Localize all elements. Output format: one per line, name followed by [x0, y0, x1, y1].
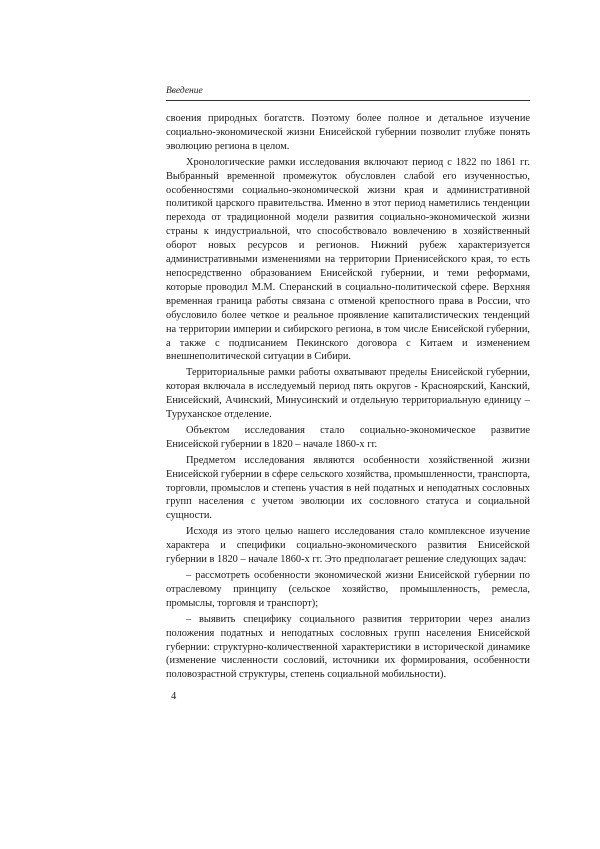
paragraph-3: Территориальные рамки работы охватывают пределы Енисейской губернии, которая включала в исследуемый период пять округов - Красноярский, Канский, Енисейский, Ачинский, Минусинский и отдельную территориальную единицу – Туруханское отделение. — [166, 367, 530, 421]
paragraph-2: Хронологические рамки исследования включают период с 1822 по 1861 гг. Выбранный временной промежуток обусловлен слабой его изученностью, особенностями социально-экономической жизни края и административной политикой царского правительства. Именно в этот период наметились тенденции перехода от традиционной модели развития социально-экономической жизни страны к индустриальной, что способствовало вовлечению в хозяйственный оборот новых ресурсов и регионов. Нижний рубеж характеризуется административными изменениями на территории Приенисейского края, то есть непосредственно образованием Енисейской губернии, и теми реформами, которые проводил М.М. Сперанский в социально-политической сфере. Верхняя временная граница работы связана с отменой крепостного права в России, что обусловило более четкое и реальное проявление капиталистических тенденций на территории империи и сибирского региона, в том числе Енисейской губернии, а также с подписанием Пекинского договора с Китаем и изменением внешнеполитической ситуации в Сибири. — [166, 156, 530, 363]
running-header: Введение — [166, 86, 203, 96]
header-rule — [166, 100, 530, 101]
paragraph-8: – выявить специфику социального развития территории через анализ положения податных и неподатных сословных групп населения Енисейской губернии: структурно-количественной характеристики в исторической динамике (изменение численности сословий, источники их формирования, особенности половозрастной структуры, степень социальной мобильности). — [166, 613, 530, 681]
paragraph-4: Объектом исследования стало социально-экономическое развитие Енисейской губернии в 1820 – начале 1860-х гг. — [166, 424, 530, 450]
page-number: 4 — [171, 691, 177, 702]
body-text — [166, 112, 530, 684]
paragraph-1: своения природных богатств. Поэтому более полное и детальное изучение социально-экономической жизни Енисейской губернии позволит глубже понять эволюцию региона в целом. — [166, 113, 530, 152]
paragraph-5: Предметом исследования являются особенности хозяйственной жизни Енисейской губернии в сфере сельского хозяйства, промышленности, транспорта, торговли, промыслов и степень участия в ней податных и неподатных сословных групп населения с учетом эволюции их сословного статуса и социальной сущности. — [166, 454, 530, 522]
paragraph-7: – рассмотреть особенности экономической жизни Енисейской губернии по отраслевому принципу (сельское хозяйство, промышленность, ремесла, промыслы, торговля и транспорт); — [166, 570, 530, 609]
paragraph-6: Исходя из этого целью нашего исследования стало комплексное изучение характера и специфики социально-экономического развития Енисейской губернии в 1820 – начале 1860-х гг. Это предполагает решение следующих задач: — [166, 526, 530, 566]
